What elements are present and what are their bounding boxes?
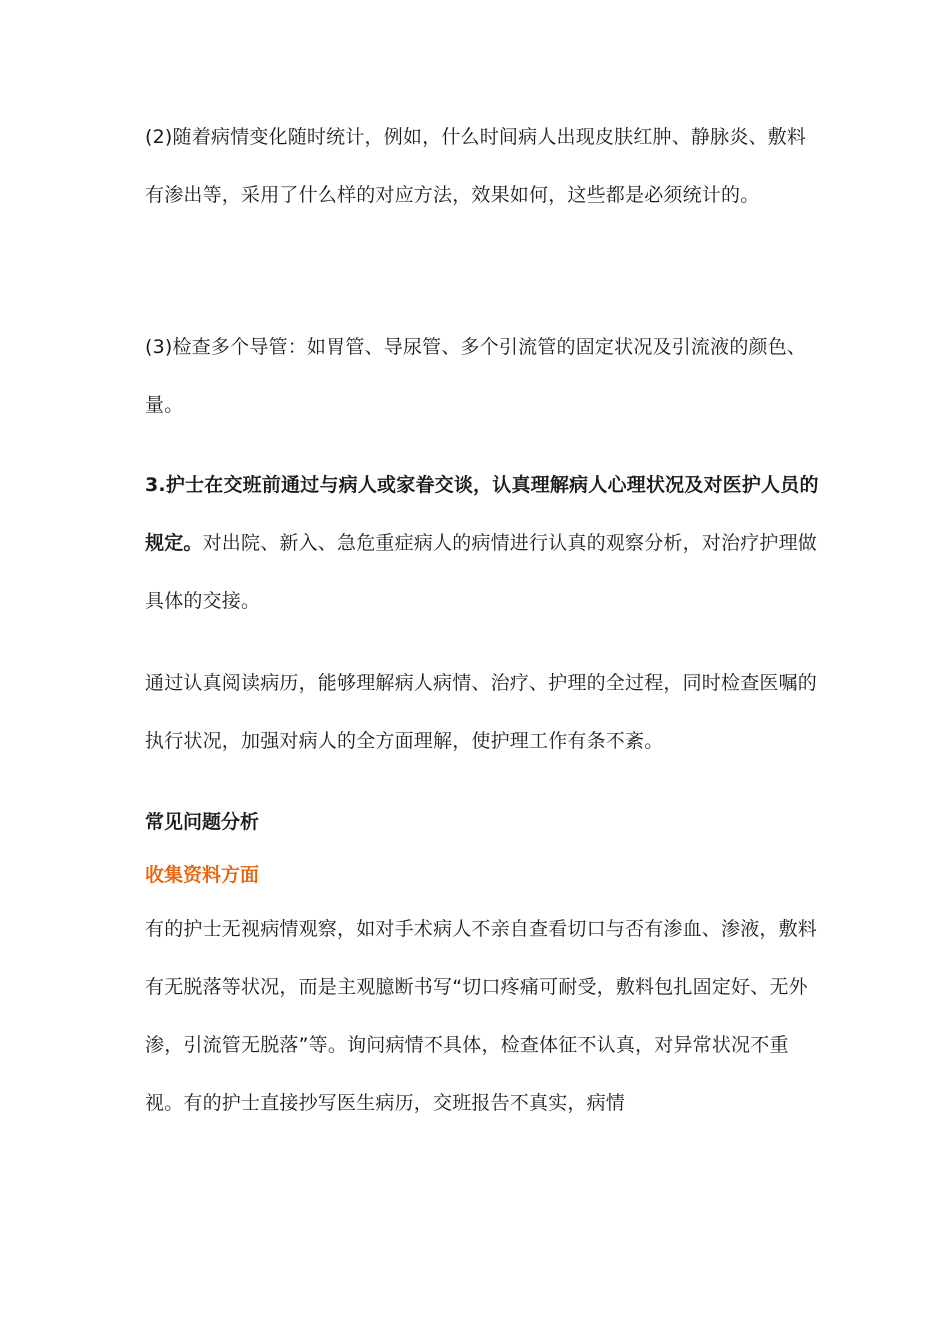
- paragraph-read-records: 通过认真阅读病历，能够理解病人病情、治疗、护理的全过程，同时检查医嘱的执行状况，加强对病人的全方面理解，使护理工作有条不紊。: [145, 672, 818, 752]
- heading-common-problems: 常见问题分析: [145, 811, 260, 833]
- paragraph-data-collection: 有的护士无视病情观察，如对手术病人不亲自查看切口与否有渗血、渗液，敷料有无脱落等状况，而是主观臆断书写“切口疼痛可耐受，敷料包扎固定好、无外渗，引流管无脱落”等。询问病情不具体，检查体征不认真，对异常状况不重视。有的护士直接抄写医生病历，交班报告不真实，病情: [145, 918, 818, 1114]
- paragraph-handover-bold: 3.护士在交班前通过与病人或家眷交谈，认真理解病人心理状况及对医护人员的规定。: [145, 474, 819, 554]
- heading-data-collection: 收集资料方面: [145, 864, 260, 886]
- paragraph-handover-communication: [145, 456, 825, 630]
- paragraph-handover-rest: 对出院、新入、急危重症病人的病情进行认真的观察分析，对治疗护理做具体的交接。: [145, 532, 818, 612]
- paragraph-check-tubes: (3)检查多个导管：如胃管、导尿管、多个引流管的固定状况及引流液的颜色、量。: [145, 336, 807, 416]
- paragraph-record-changes: (2)随着病情变化随时统计，例如，什么时间病人出现皮肤红肿、静脉炎、敷料有渗出等，采用了什么样的对应方法，效果如何，这些都是必须统计的。: [145, 126, 807, 206]
